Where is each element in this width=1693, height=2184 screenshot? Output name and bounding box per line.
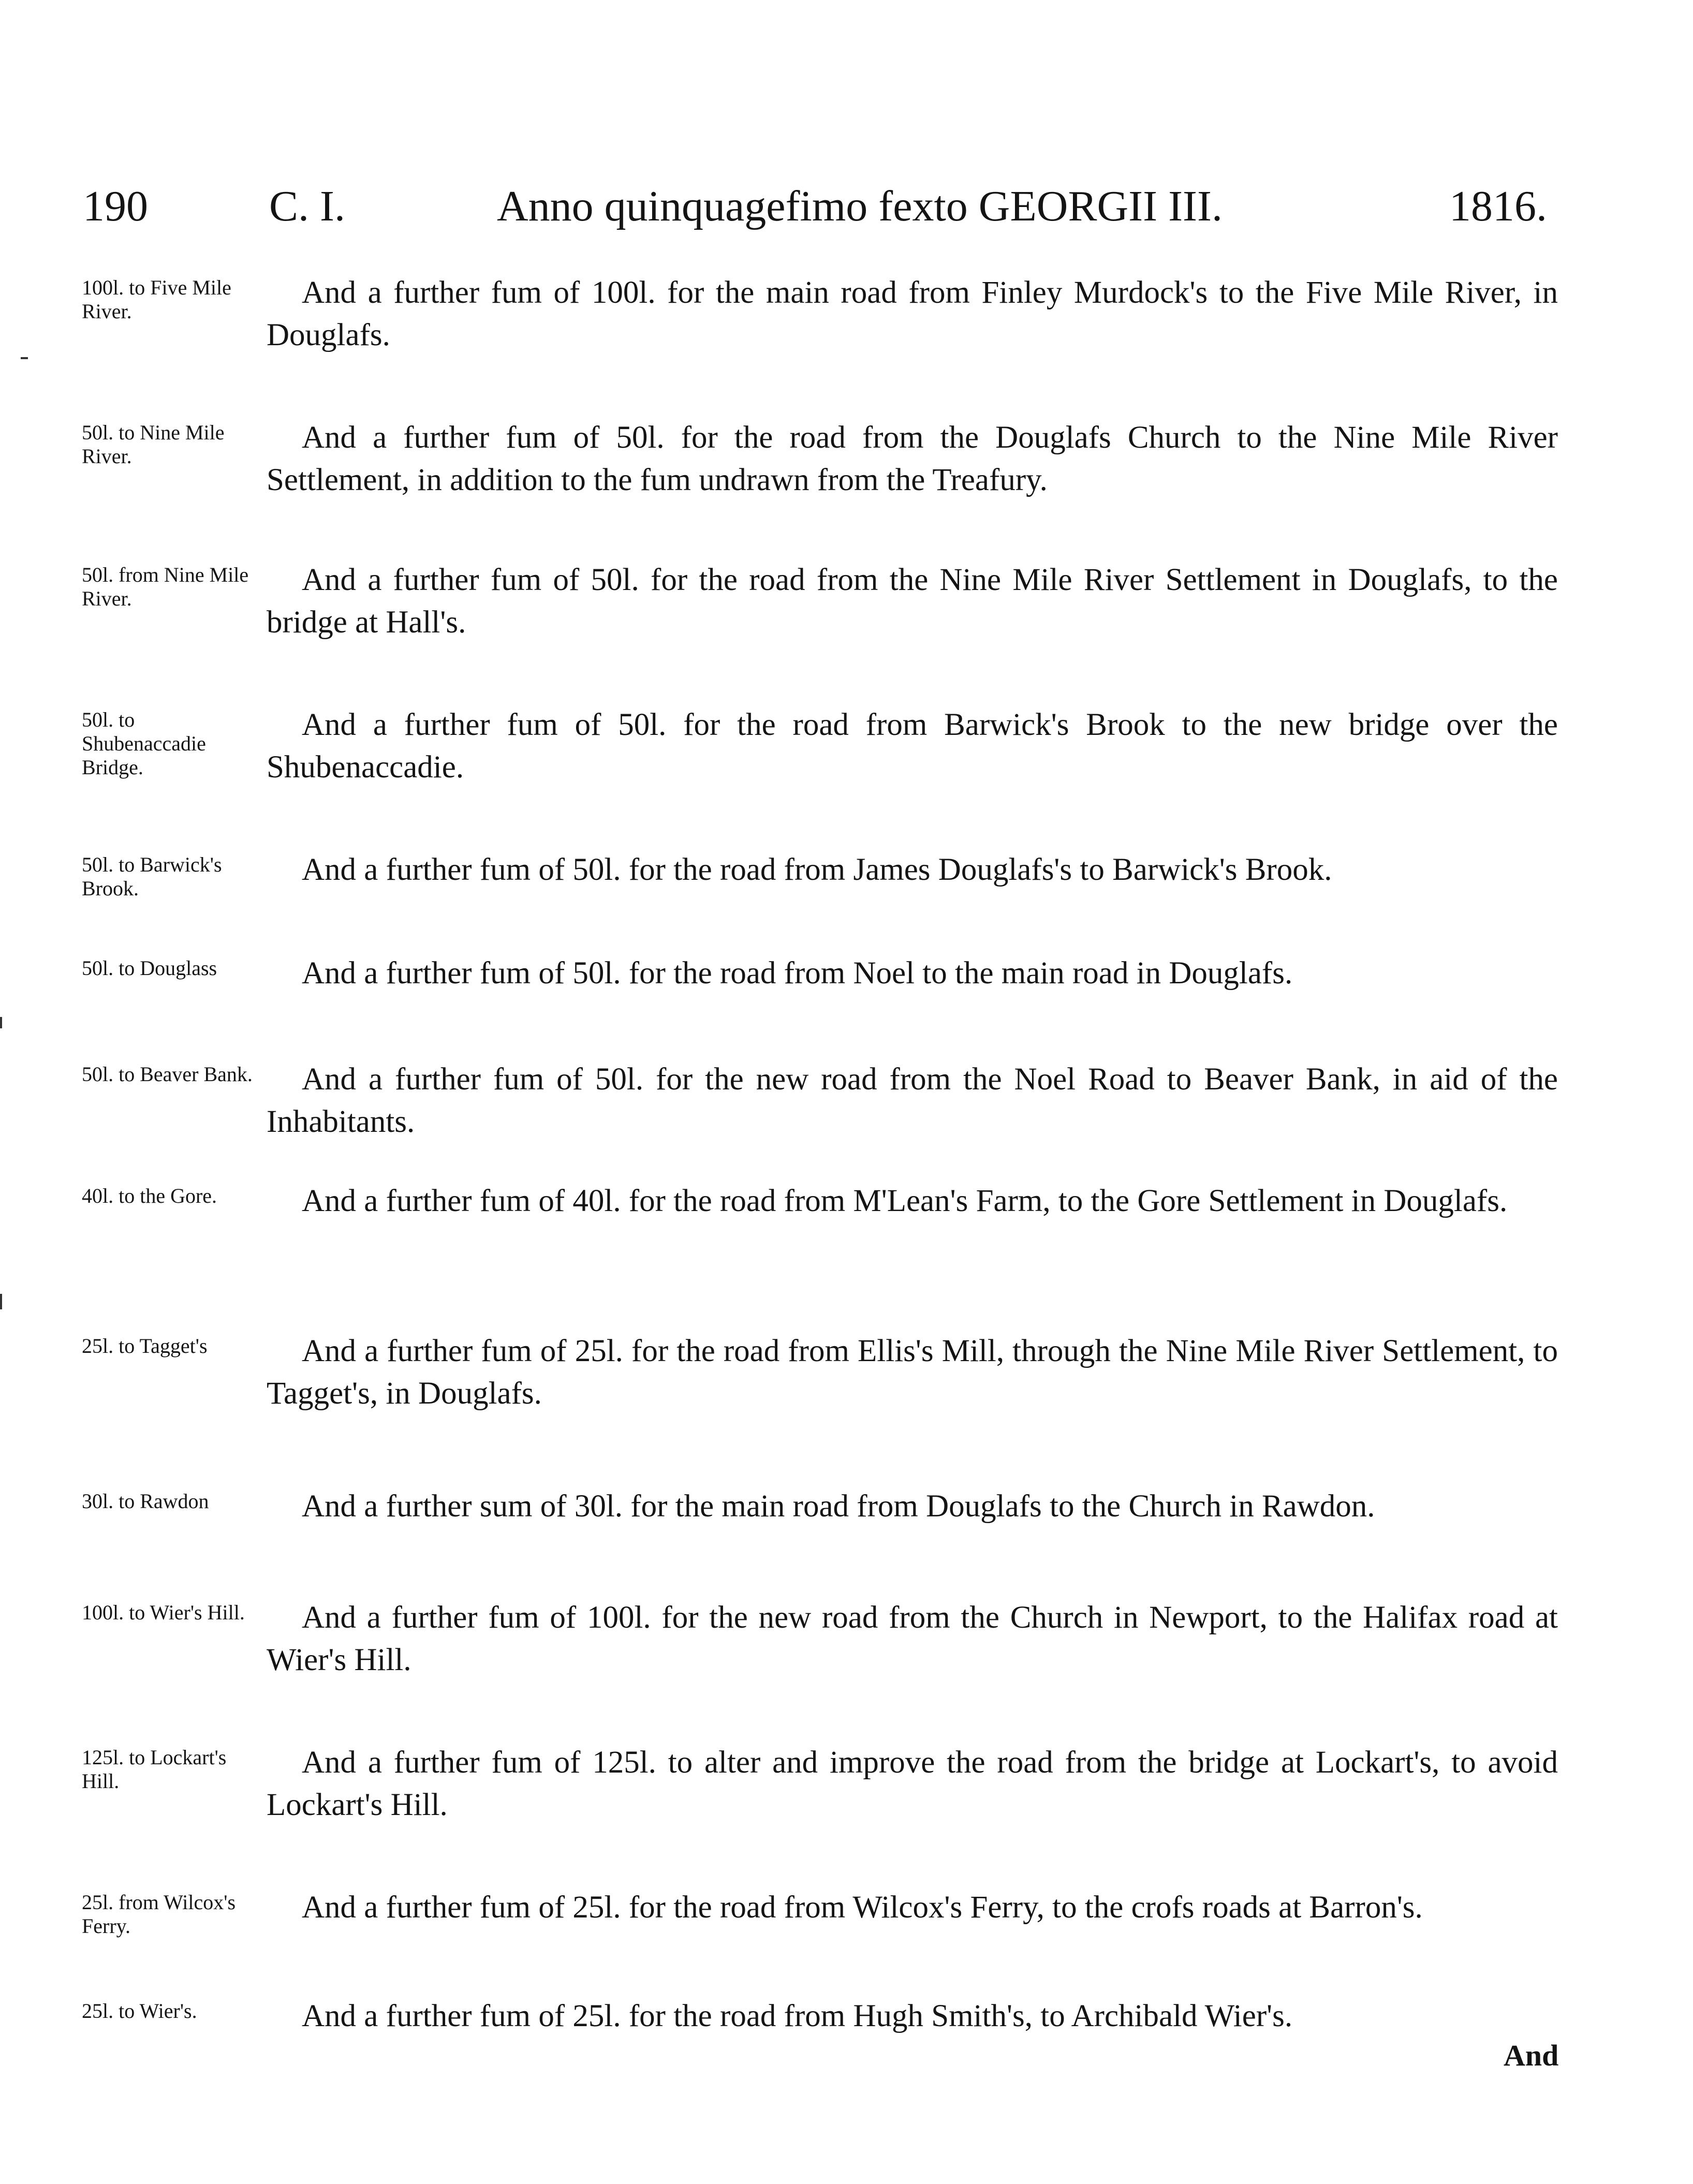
margin-note: 25l. from Wilcox's Ferry.: [82, 1891, 236, 1938]
margin-note: 100l. to Five Mile River.: [82, 276, 231, 323]
page-number: 190: [83, 182, 148, 230]
provision-text: And a further fum of 50l. for the road from James Douglafs's to Barwick's Brook.: [302, 852, 1332, 887]
margin-note: 125l. to Lockart's Hill.: [82, 1746, 227, 1793]
scan-speck: [0, 1017, 2, 1028]
provision-text: And a further fum of 50l. for the road from Barwick's Brook to the new bridge over the Shubenaccadie.: [267, 707, 1558, 785]
header-year: 1816.: [1449, 182, 1547, 230]
running-title: Anno quinquagefimo fexto GEORGII III.: [497, 182, 1223, 230]
scan-speck: [21, 357, 28, 359]
margin-note: 50l. from Nine Mile River.: [82, 563, 249, 610]
provision-text: And a further fum of 125l. to alter and improve the road from the bridge at Lockart's, to avoid Lockart's Hill.: [267, 1745, 1558, 1822]
margin-note: 30l. to Rawdon: [82, 1489, 209, 1513]
margin-note: 50l. to Barwick's Brook.: [82, 853, 222, 900]
provision-text: And a further fum of 50l. for the road from the Nine Mile River Settlement in Douglafs, to the bridge at Hall's.: [267, 563, 1558, 640]
margin-note: 50l. to Beaver Bank.: [82, 1063, 253, 1086]
catchword: And: [1504, 2039, 1559, 2072]
provision-text: And a further fum of 50l. for the road from Noel to the main road in Douglafs.: [302, 956, 1293, 991]
margin-note: 50l. to Douglass: [82, 956, 217, 980]
provision-text: And a further fum of 100l. for the main road from Finley Murdock's to the Five Mile River, in Douglafs.: [267, 275, 1558, 352]
margin-note: 25l. to Tagget's: [82, 1334, 208, 1357]
provision-text: And a further fum of 25l. for the road from Ellis's Mill, through the Nine Mile River Settlement, to Tagget's, in Douglafs.: [267, 1334, 1558, 1411]
margin-note: 25l. to Wier's.: [82, 1999, 197, 2023]
margin-note: 40l. to the Gore.: [82, 1184, 217, 1207]
provision-text: And a further fum of 25l. for the road from Wilcox's Ferry, to the crofs roads at Barron's.: [302, 1890, 1423, 1925]
chapter-number: C. I.: [269, 182, 345, 230]
provision-text: And a further fum of 25l. for the road from Hugh Smith's, to Archibald Wier's.: [302, 1999, 1293, 2033]
provision-text: And a further fum of 50l. for the new road from the Noel Road to Beaver Bank, in aid of the Inhabitants.: [267, 1062, 1558, 1139]
margin-note: 50l. to Nine Mile River.: [82, 421, 225, 468]
provision-text: And a further fum of 100l. for the new road from the Church in Newport, to the Halifax road at Wier's Hill.: [267, 1600, 1558, 1677]
margin-note: 100l. to Wier's Hill.: [82, 1601, 245, 1624]
provision-text: And a further sum of 30l. for the main road from Douglafs to the Church in Rawdon.: [302, 1489, 1375, 1524]
provision-text: And a further fum of 40l. for the road from M'Lean's Farm, to the Gore Settlement in Douglafs.: [302, 1184, 1508, 1218]
provision-text: And a further fum of 50l. for the road from the Douglafs Church to the Nine Mile River Settlement, in addition to the fum undrawn from the Treafury.: [267, 420, 1558, 497]
margin-note: 50l. to Shubenaccadie Bridge.: [82, 708, 206, 779]
scan-speck: [0, 1294, 2, 1309]
